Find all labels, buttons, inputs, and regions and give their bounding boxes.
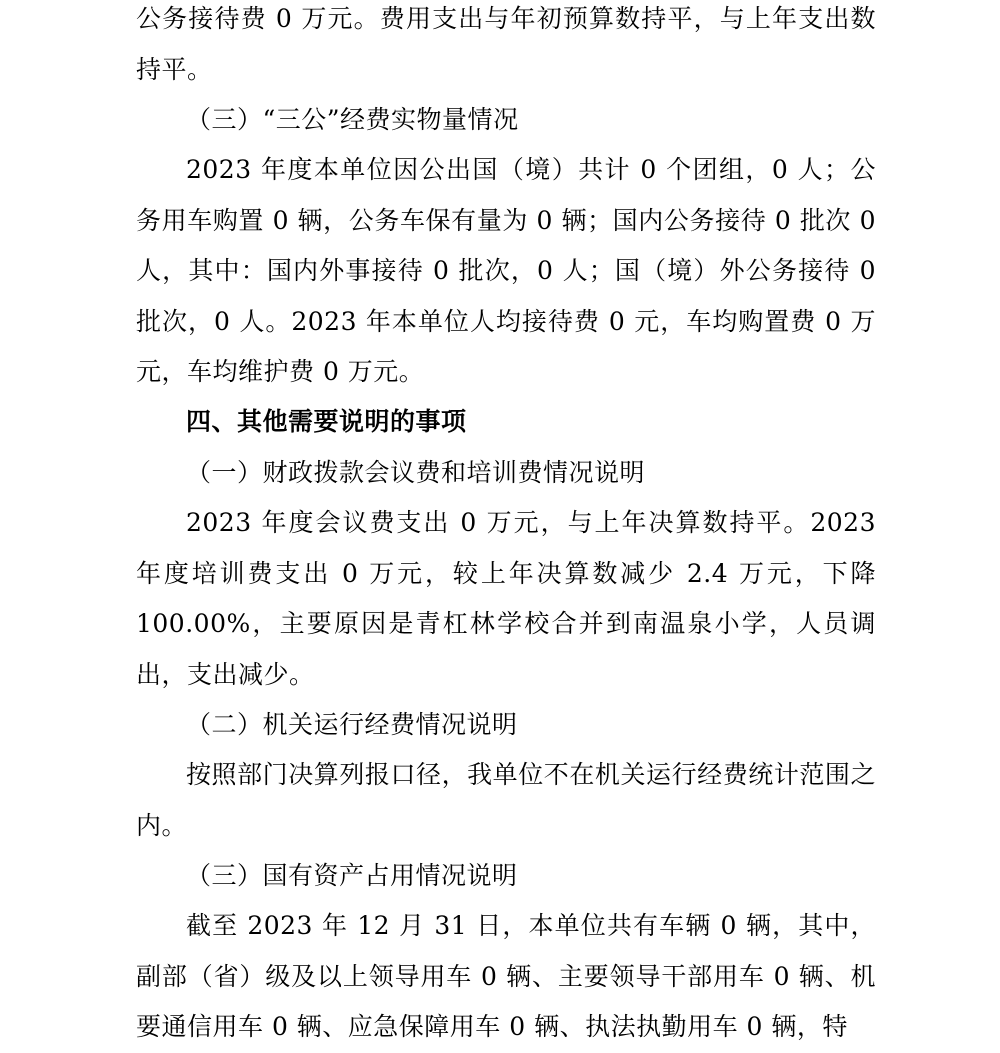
heading-operating-expenses: （二）机关运行经费情况说明 xyxy=(186,710,518,739)
paragraph-state-assets: 截至 2023 年 12 月 31 日，本单位共有车辆 0 辆，其中，副部（省）级及以上领导用车 0 辆、主要领导干部用车 0 辆、机要通信用车 0 辆、应急保障用车 0 辆、执法执勤用车 0 辆，特 xyxy=(136,911,876,1041)
paragraph-meeting-training-fees: 2023 年度会议费支出 0 万元，与上年决算数持平。2023 年度培训费支出 0 万元，较上年决算数减少 2.4 万元，下降 100.00%，主要原因是青杠林学校合并到南温泉小学，人员调出，支出减少。 xyxy=(136,508,876,689)
heading-meeting-training-fees: （一）财政拨款会议费和培训费情况说明 xyxy=(186,458,646,487)
paragraph-physical-quantity: 2023 年度本单位因公出国（境）共计 0 个团组，0 人；公务用车购置 0 辆，公务车保有量为 0 辆；国内公务接待 0 批次 0 人，其中：国内外事接待 0 批次，0 人；国（境）外公务接待 0 批次，0 人。2023 年本单位人均接待费 0 元，车均购置费 0 万元，车均维护费 0 万元。 xyxy=(136,155,876,386)
paragraph-hospitality-continued: 公务接待费 0 万元。费用支出与年初预算数持平，与上年支出数持平。 xyxy=(136,4,876,84)
heading-state-assets: （三）国有资产占用情况说明 xyxy=(186,861,518,890)
paragraph-operating-expenses: 按照部门决算列报口径，我单位不在机关运行经费统计范围之内。 xyxy=(136,760,876,840)
heading-other-matters: 四、其他需要说明的事项 xyxy=(186,407,467,436)
heading-three-public-physical-quantity: （三）“三公”经费实物量情况 xyxy=(186,105,519,134)
